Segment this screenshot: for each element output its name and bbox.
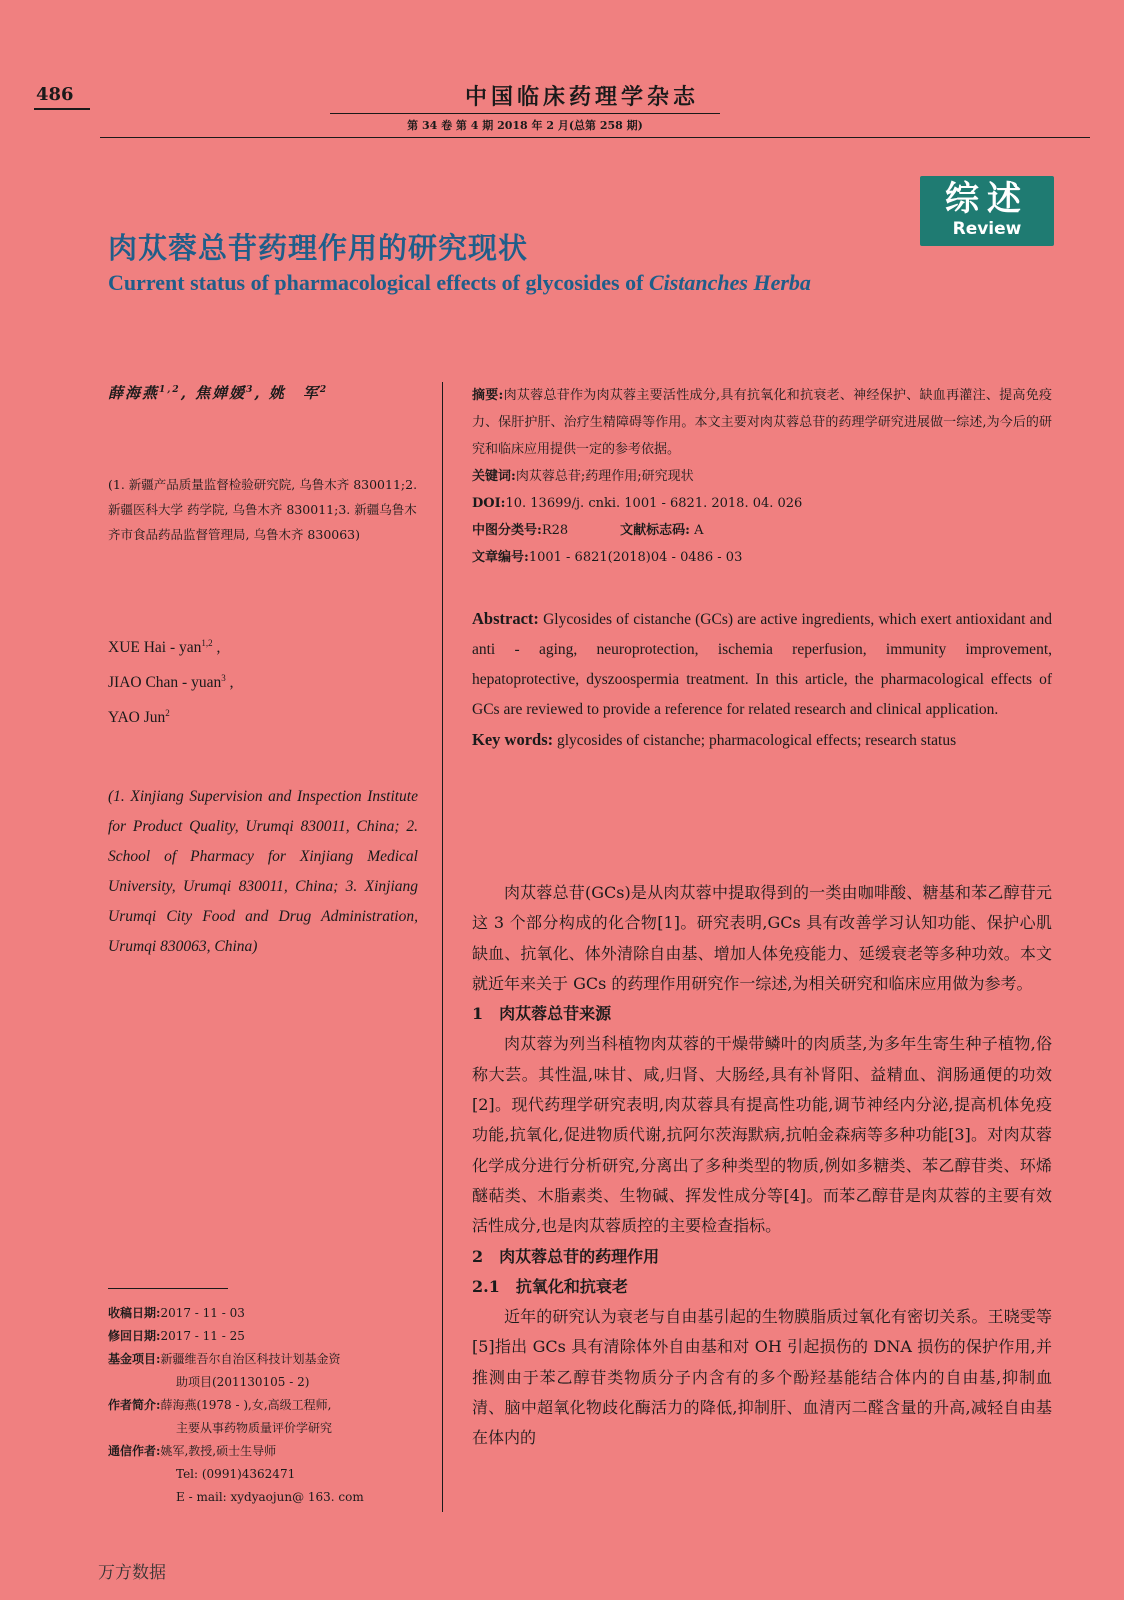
article-title-en-italic: Cistanches Herba — [648, 270, 811, 295]
journal-title-text: 中国临床药理学杂志 — [464, 84, 699, 110]
header-rule-bottom — [100, 137, 1090, 138]
author-en-1: XUE Hai - yan$^{1,2}$ , — [108, 638, 221, 657]
section-heading-2: 2 肉苁蓉总苷的药理作用 — [472, 1246, 660, 1266]
article-number: 文章编号:1001 - 6821(2018)04 - 0486 - 03 — [472, 550, 743, 565]
author-zh-1: 薛海燕 — [108, 384, 160, 402]
author-zh-2-sup: 3 — [246, 385, 255, 395]
page-number: 486 — [36, 84, 74, 105]
author-bio: 作者简介:薛海燕(1978 - ),女,高级工程师, — [108, 1398, 332, 1412]
authors-zh: 薛海燕$^{1,2}$, 焦婵媛$^3$, 姚 军$^2$ — [108, 384, 329, 402]
section-heading-1: 1 肉苁蓉总苷来源 — [472, 1004, 612, 1024]
watermark: 万方数据 — [98, 1563, 166, 1583]
intro-paragraph: 肉苁蓉总苷(GCs)是从肉苁蓉中提取得到的一类由咖啡酸、糖基和苯乙醇苷元这 3 个部分构成的化合物[1]。研究表明,GCs 具有改善学习认知功能、保护心肌缺血、抗氧化、体外清除自由基、增加人体免疫能力、延缓衰老等多种功效。本文就近年来关于 GCs 的药理作用研究作一综述,为相关研究和临床应用做为参考。 — [472, 883, 1052, 993]
classification: 中图分类号:R28 文献标志码: A — [472, 523, 704, 538]
abstract-zh-label: 摘要: — [472, 388, 504, 403]
doi: DOI:10. 13699/j. cnki. 1001 - 6821. 2018. 04. 026 — [472, 496, 803, 511]
abstract-zh-text: 肉苁蓉总苷作为肉苁蓉主要活性成分,具有抗氧化和抗衰老、神经保护、缺血再灌注、提高免疫力、保肝护肝、治疗生精障碍等作用。本文主要对肉苁蓉总苷的药理学研究进展做一综述,为今后的研究和临床应用提供一定的参考依据。 — [472, 388, 1052, 457]
author-en-3: YAO Jun$^2$ — [108, 708, 170, 727]
abstract-en-label: Abstract: — [472, 609, 539, 628]
author-zh-1-sup: 1,2 — [159, 385, 181, 395]
section-heading-2-1: 2.1 抗氧化和抗衰老 — [472, 1276, 628, 1296]
revised-date: 修回日期:2017 - 11 - 25 — [108, 1329, 245, 1343]
keywords-zh: 关键词:肉苁蓉总苷;药理作用;研究现状 — [472, 469, 694, 484]
footnotes — [108, 1302, 428, 1509]
article-title-zh: 肉苁蓉总苷药理作用的研究现状 — [108, 231, 529, 265]
journal-title — [0, 80, 1124, 111]
received-date: 收稿日期:2017 - 11 - 03 — [108, 1306, 245, 1320]
review-badge — [920, 176, 1054, 246]
author-bio-cont: 主要从事药物质量评价学研究 — [176, 1421, 333, 1435]
article-title-en — [108, 270, 811, 296]
author-zh-2: 焦婵媛 — [195, 384, 247, 402]
affiliation-zh: (1. 新疆产品质量监督检验研究院, 乌鲁木齐 830011;2. 新疆医科大学 药学院, 乌鲁木齐 830011;3. 新疆乌鲁木齐市食品药品监督管理局, 乌鲁木齐 830063) — [108, 477, 418, 542]
abstract-en-text: Glycosides of cistanche (GCs) are active ingredients, which exert antioxidant and anti - aging, neuroprotection, ischemia reperfusion, immunity improvement, hepatoprotective, dyszoospermia treatment. In this article, the pharmacological effects of GCs are reviewed to provide a reference for related research and clinical application. — [472, 611, 1053, 718]
footnote-rule — [108, 1288, 228, 1289]
abstract-en-body — [472, 604, 1052, 725]
body-text — [472, 878, 1052, 1454]
author-zh-3: 姚 军 — [268, 384, 320, 402]
review-badge-zh: 综述 — [945, 179, 1029, 219]
author-en-2: JIAO Chan - yuan$^3$ , — [108, 673, 234, 692]
fund-project: 基金项目:新疆维吾尔自治区科技计划基金资 — [108, 1352, 341, 1366]
header-rule-top — [330, 113, 720, 114]
author-zh-3-sup: 2 — [319, 385, 329, 395]
review-badge-en: Review — [952, 219, 1022, 239]
column-divider — [442, 382, 443, 1512]
affiliation-en: (1. Xinjiang Supervision and Inspection Institute for Product Quality, Urumqi 830011, China; 2. School of Pharmacy for Xinjiang Medical University, Urumqi 830011, China; 3. Xinjiang Urumqi City Food and Drug Administration, Urumqi 830063, China) — [108, 788, 418, 955]
section-1-paragraph: 肉苁蓉为列当科植物肉苁蓉的干燥带鳞叶的肉质茎,为多年生寄生种子植物,俗称大芸。其性温,味甘、咸,归肾、大肠经,具有补肾阳、益精血、润肠通便的功效[2]。现代药理学研究表明,肉苁蓉具有提高性功能,调节神经内分泌,提高机体免疫功能,抗氧化,促进物质代谢,抗阿尔茨海默病,抗帕金森病等多种功能[3]。对肉苁蓉化学成分进行分析研究,分离出了多种类型的物质,例如多糖类、苯乙醇苷类、环烯醚萜类、木脂素类、生物碱、挥发性成分等[4]。而苯乙醇苷是肉苁蓉的主要有效活性成分,也是肉苁蓉质控的主要检查指标。 — [472, 1034, 1052, 1236]
issue-info: 第 34 卷 第 4 期 2018 年 2 月(总第 258 期) — [407, 119, 643, 132]
corresponding-email: E - mail: xydyaojun@ 163. com — [176, 1490, 364, 1504]
abstract-zh-body — [472, 382, 1052, 463]
fund-project-cont: 助项目(201130105 - 2) — [176, 1375, 310, 1389]
section-2-1-paragraph: 近年的研究认为衰老与自由基引起的生物膜脂质过氧化有密切关系。王晓雯等[5]指出 GCs 具有清除体外自由基和对 OH 引起损伤的 DNA 损伤的保护作用,并推测由于苯乙醇苷类物质分子内含有的多个酚羟基能结合体内的自由基,抑制血清、脑中超氧化物歧化酶活力的降低,抑制肝、血清丙二醛含量的升高,减轻自由基在体内的 — [472, 1307, 1052, 1448]
authors-en — [108, 628, 233, 733]
corresponding-tel: Tel: (0991)4362471 — [176, 1467, 296, 1481]
abstract-en — [472, 604, 1052, 756]
keywords-en: Key words: glycosides of cistanche; pharmacological effects; research status — [472, 730, 957, 749]
corresponding-author: 通信作者:姚军,教授,硕士生导师 — [108, 1444, 277, 1458]
article-title-en-main: Current status of pharmacological effects of glycosides of — [108, 270, 649, 295]
abstract-zh — [472, 382, 1052, 571]
